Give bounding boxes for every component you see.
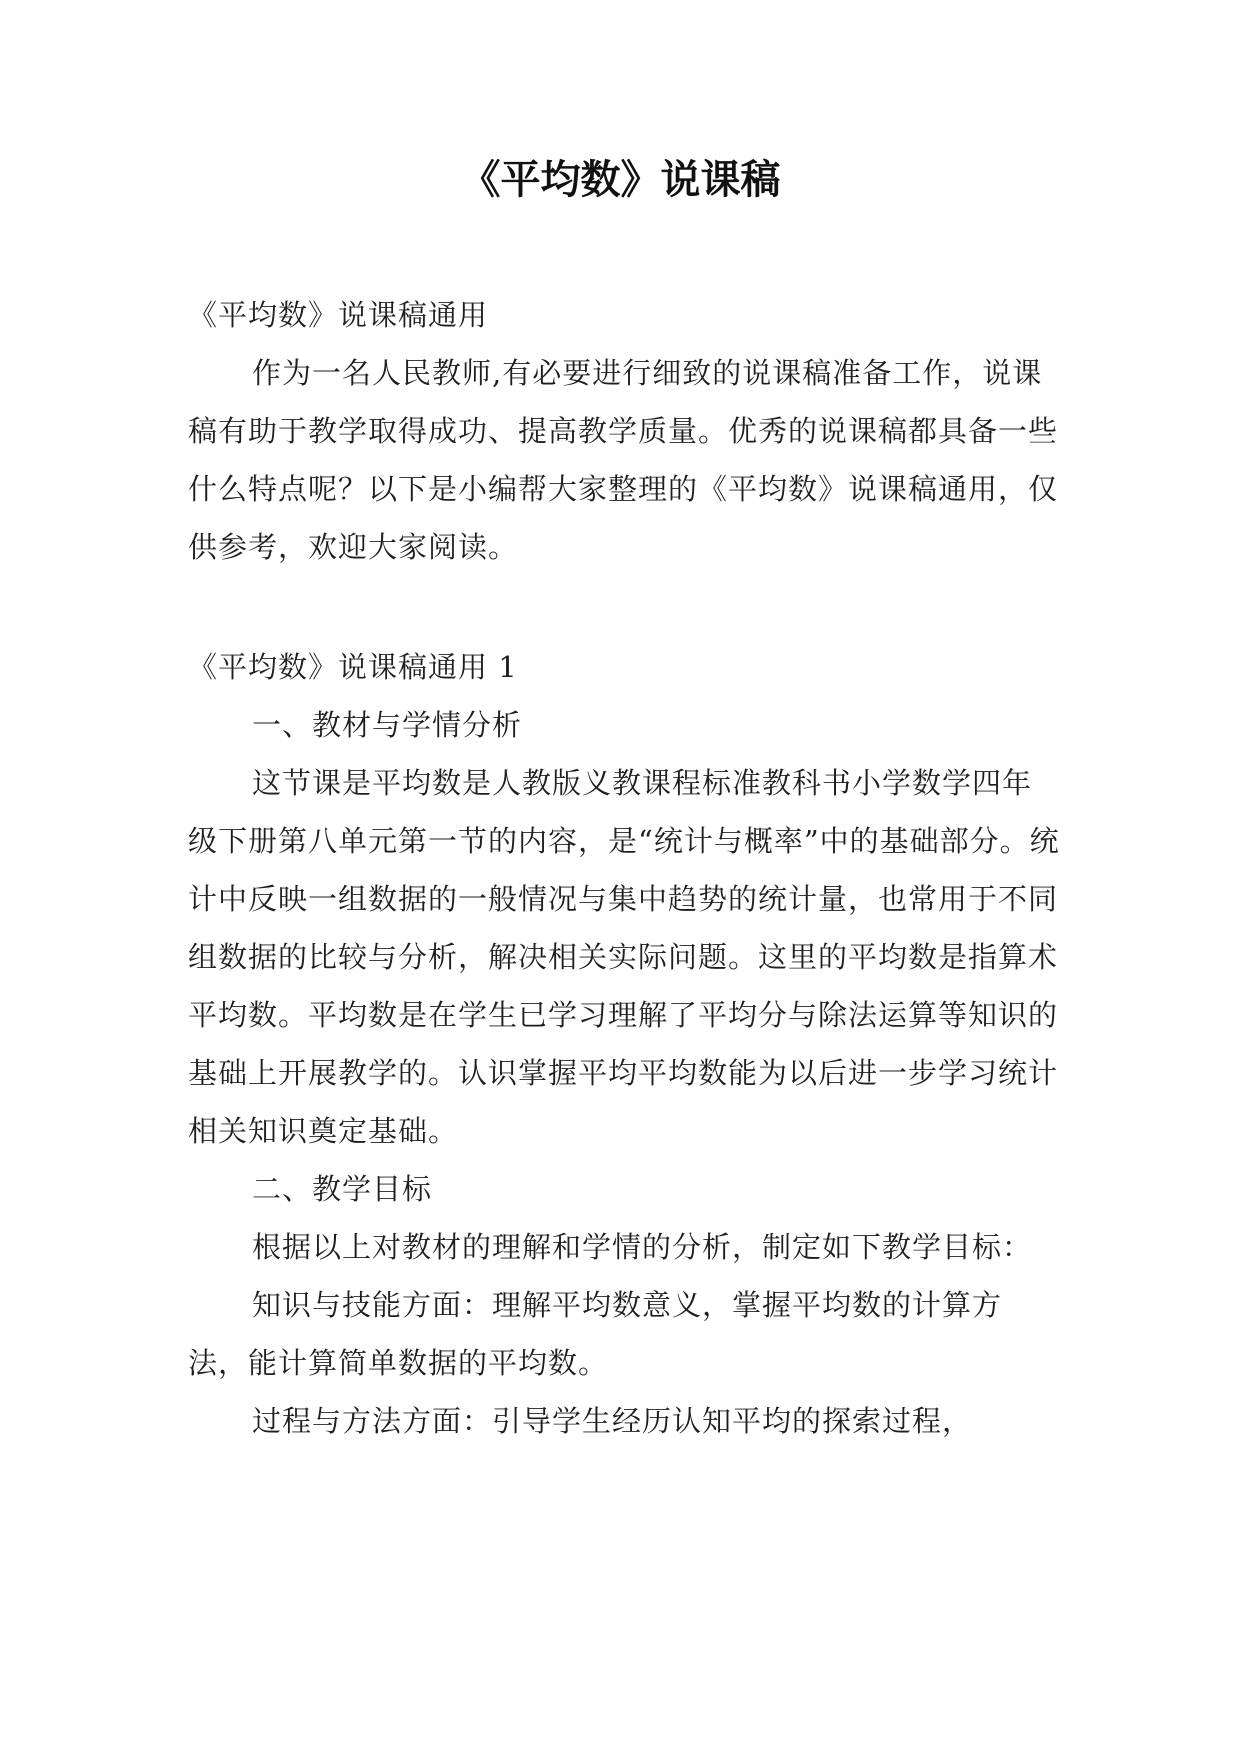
section-heading: 《平均数》说课稿通用 1 — [188, 650, 518, 684]
paragraph-goals-intro: 根据以上对教材的理解和学情的分析，制定如下教学目标： — [252, 1230, 1033, 1264]
intro-block — [188, 286, 1060, 576]
paragraph-textbook-analysis: 这节课是平均数是人教版义教课程标准教科书小学数学四年级下册第八单元第一节的内容，是“统计与概率”中的基础部分。统计中反映一组数据的一般情况与集中趋势的统计量，也常用于不同组数据的比较与分析，解决相关实际问题。这里的平均数是指算术平均数。平均数是在学生已学习理解了平均分与除法运算等知识的基础上开展教学的。认识掌握平均平均数能为以后进一步学习统计相关知识奠定基础。 — [188, 766, 1060, 1148]
section-block — [188, 638, 1060, 1450]
paragraph-process-method: 过程与方法方面：引导学生经历认知平均的探索过程， — [252, 1404, 973, 1438]
document-subtitle: 《平均数》说课稿通用 — [188, 298, 489, 332]
intro-paragraph: 作为一名人民教师,有必要进行细致的说课稿准备工作，说课稿有助于教学取得成功、提高教学质量。优秀的说课稿都具备一些什么特点呢？以下是小编帮大家整理的《平均数》说课稿通用，仅供参考，欢迎大家阅读。 — [188, 356, 1059, 564]
paragraph-knowledge-skills: 知识与技能方面：理解平均数意义，掌握平均数的计算方法，能计算简单数据的平均数。 — [188, 1288, 1003, 1380]
heading-teaching-goals: 二、教学目标 — [252, 1172, 433, 1206]
heading-textbook-analysis: 一、教材与学情分析 — [252, 708, 523, 742]
document-title: 《平均数》说课稿 — [460, 157, 781, 203]
